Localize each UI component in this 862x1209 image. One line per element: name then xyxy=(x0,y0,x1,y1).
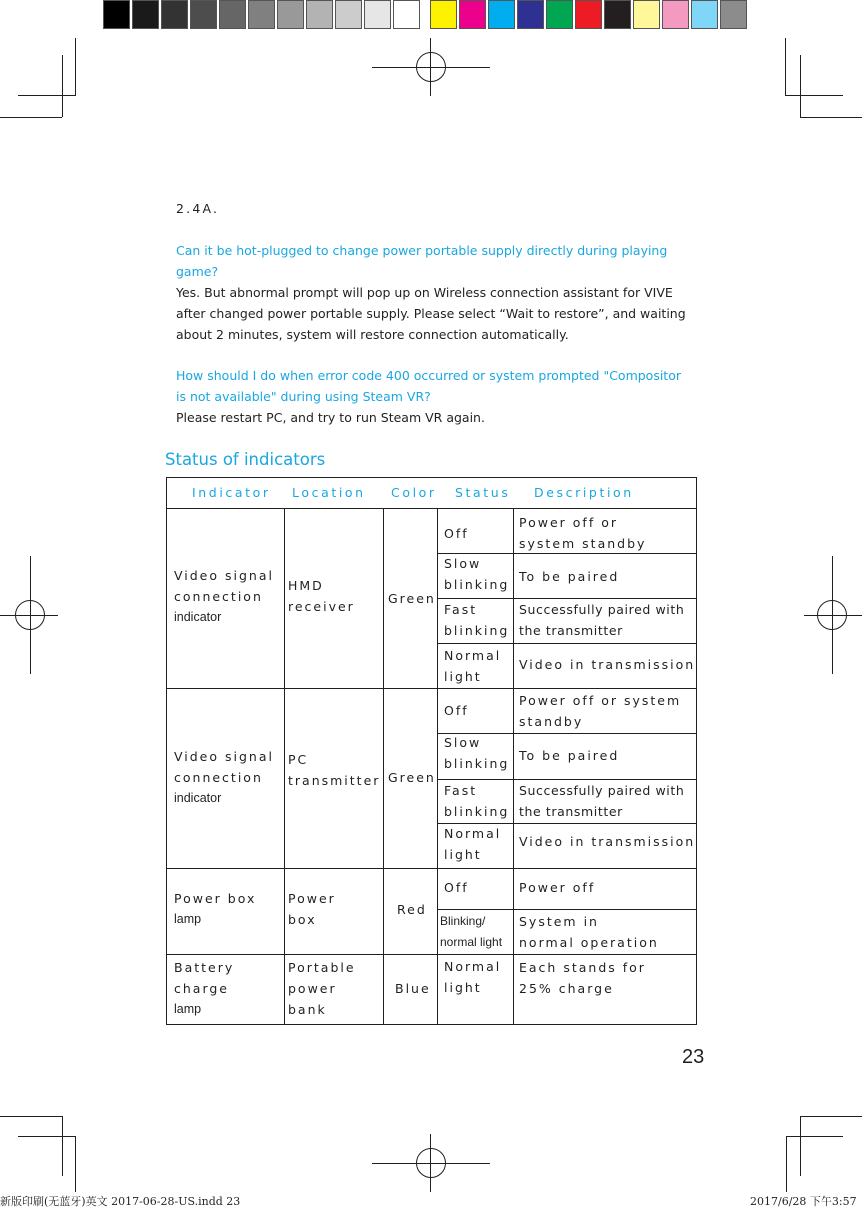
crop-mark xyxy=(0,117,62,118)
gray-swatch xyxy=(335,0,362,29)
registration-circle xyxy=(416,52,446,82)
faq-item-2 xyxy=(176,365,696,428)
status-cell: Off xyxy=(444,703,469,718)
description-cell: To be paired xyxy=(519,569,620,584)
faq-item-1 xyxy=(176,240,696,345)
description-cell: System in normal operation xyxy=(519,914,659,950)
crop-mark xyxy=(800,1116,862,1117)
faq-answer: after changed power portable supply. Please select “Wait to restore”, and waiting xyxy=(176,306,686,321)
color-swatch xyxy=(633,0,660,29)
crop-mark xyxy=(785,38,786,96)
description-cell: Video in transmission xyxy=(519,834,696,849)
status-cell: Off xyxy=(444,526,469,541)
faq-question: Can it be hot-plugged to change power portable supply directly during playing xyxy=(176,243,668,258)
gray-swatch xyxy=(219,0,246,29)
color-cell: Blue xyxy=(395,981,431,996)
crop-mark xyxy=(786,95,843,96)
status-cell: Fast blinking xyxy=(444,602,510,638)
crop-mark xyxy=(0,1116,62,1117)
header-indicator: Indicator xyxy=(192,485,271,500)
faq-answer: about 2 minutes, system will restore connection automatically. xyxy=(176,327,569,342)
crop-mark xyxy=(75,1136,76,1192)
color-swatch xyxy=(488,0,515,29)
description-cell: Video in transmission xyxy=(519,657,696,672)
color-swatch xyxy=(546,0,573,29)
indicator-cell: Battery charge lamp xyxy=(174,960,235,1016)
crop-mark xyxy=(800,55,801,117)
faq-question: is not available" during using Steam VR? xyxy=(176,389,431,404)
status-cell: Normal light xyxy=(444,826,502,862)
gray-swatch xyxy=(161,0,188,29)
header-description: Description xyxy=(534,485,634,500)
status-cell: Blinking/ normal light xyxy=(440,914,503,949)
color-swatch xyxy=(575,0,602,29)
header-status: Status xyxy=(455,485,511,500)
description-cell: To be paired xyxy=(519,748,620,763)
crop-mark xyxy=(800,1116,801,1176)
gray-swatch xyxy=(364,0,391,29)
header-location: Location xyxy=(292,485,366,500)
crop-mark xyxy=(75,38,76,96)
status-table xyxy=(166,477,697,1025)
status-cell: Fast blinking xyxy=(444,783,510,819)
description-cell: Power off xyxy=(519,880,596,895)
status-cell: Slow blinking xyxy=(444,735,510,771)
description-cell: Successfully paired with the transmitter xyxy=(519,602,685,638)
registration-circle xyxy=(15,600,45,630)
status-cell: Normal light xyxy=(444,648,502,684)
location-cell: Portable power bank xyxy=(288,960,356,1017)
gray-swatch xyxy=(393,0,420,29)
crop-mark xyxy=(62,55,63,117)
faq-answer: Please restart PC, and try to run Steam VR again. xyxy=(176,410,485,425)
gray-swatch xyxy=(132,0,159,29)
faq-question: game? xyxy=(176,264,219,279)
faq-question: How should I do when error code 400 occurred or system prompted "Compositor xyxy=(176,368,681,383)
faq-answer: Yes. But abnormal prompt will pop up on Wireless connection assistant for VIVE xyxy=(176,285,673,300)
gray-swatch xyxy=(277,0,304,29)
gray-swatch xyxy=(190,0,217,29)
indicator-cell: Video signal connection indicator xyxy=(174,749,274,805)
section-title: Status of indicators xyxy=(165,450,326,469)
status-cell: Off xyxy=(444,880,469,895)
color-swatch xyxy=(720,0,747,29)
crop-mark xyxy=(18,95,75,96)
crop-mark xyxy=(62,1116,63,1176)
crop-mark xyxy=(18,1136,75,1137)
color-cell: Red xyxy=(397,902,427,917)
location-cell: HMD receiver xyxy=(288,578,355,614)
registration-circle xyxy=(817,600,847,630)
crop-mark xyxy=(800,117,862,118)
color-swatch xyxy=(604,0,631,29)
gray-calibration-bar xyxy=(103,0,422,29)
color-swatch xyxy=(691,0,718,29)
color-swatch xyxy=(662,0,689,29)
color-swatch xyxy=(430,0,457,29)
gray-swatch xyxy=(248,0,275,29)
location-cell: PC transmitter xyxy=(288,752,381,788)
registration-circle xyxy=(416,1148,446,1178)
indicator-cell: Power box lamp xyxy=(174,891,257,926)
description-cell: Power off or system standby xyxy=(519,693,682,729)
status-cell: Slow blinking xyxy=(444,556,510,592)
color-cell: Green xyxy=(388,770,436,785)
color-swatch xyxy=(459,0,486,29)
description-cell: Each stands for 25% charge xyxy=(519,960,646,996)
gray-swatch xyxy=(103,0,130,29)
status-cell: Normal light xyxy=(444,959,502,995)
header-color: Color xyxy=(391,485,437,500)
crop-mark xyxy=(786,1136,787,1192)
location-cell: Power box xyxy=(288,891,336,927)
footer-file-info: 新版印刷(无蓝牙)英文 2017-06-28-US.indd 23 xyxy=(0,1195,241,1208)
crop-mark xyxy=(786,1136,843,1137)
gray-swatch xyxy=(306,0,333,29)
description-cell: Power off or system standby xyxy=(519,515,647,551)
footer-timestamp: 2017/6/28 下午3:57 xyxy=(750,1195,857,1208)
intro-fragment: 2.4A. xyxy=(176,201,220,216)
indicator-cell: Video signal connection indicator xyxy=(174,568,274,624)
description-cell: Successfully paired with the transmitter xyxy=(519,783,685,819)
color-swatch xyxy=(517,0,544,29)
page-number: 23 xyxy=(682,1046,705,1068)
color-cell: Green xyxy=(388,591,436,606)
color-calibration-bar xyxy=(430,0,749,29)
